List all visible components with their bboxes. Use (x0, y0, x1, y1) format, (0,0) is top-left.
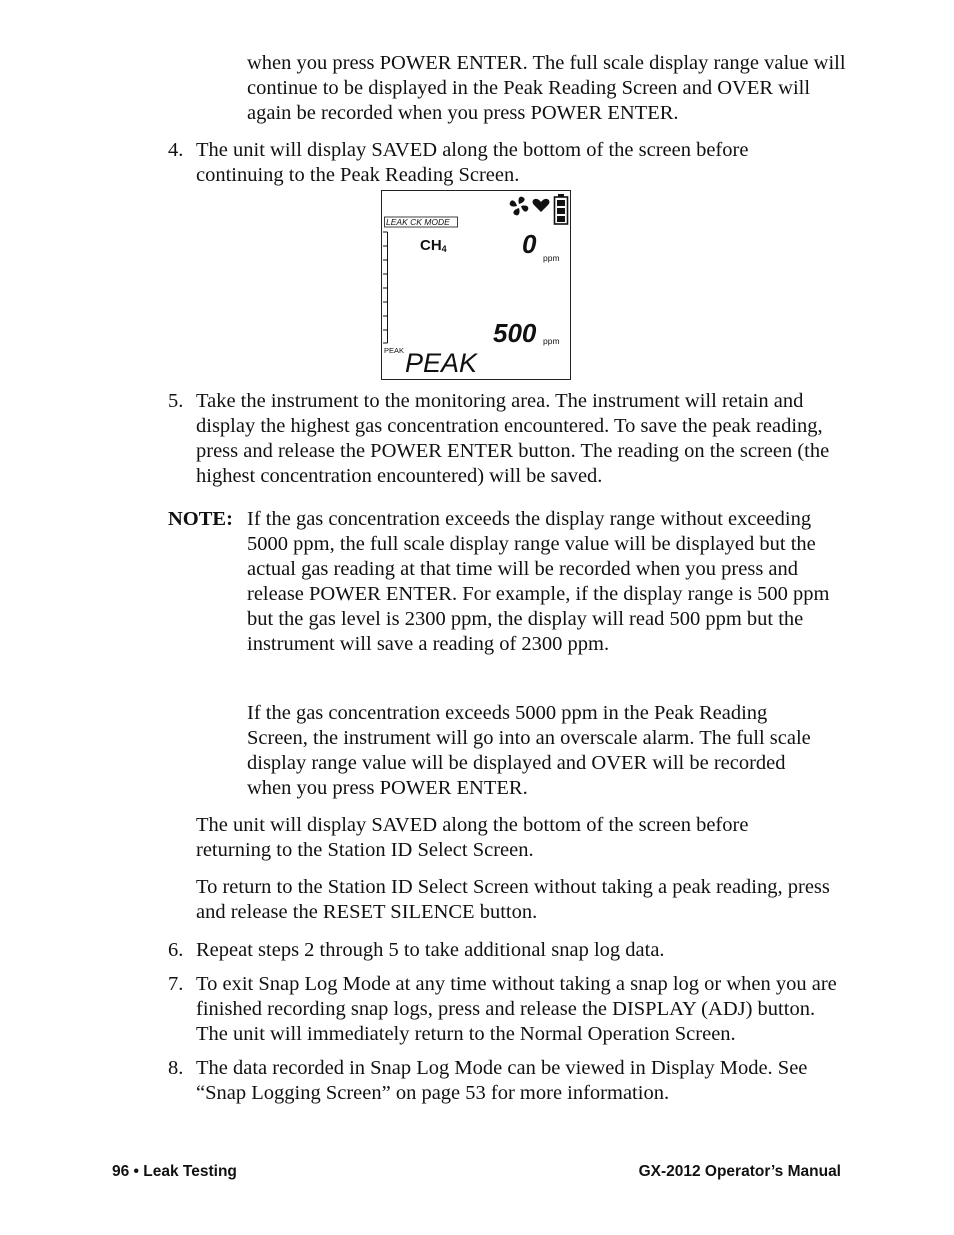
step-8-number: 8. (168, 1057, 184, 1079)
footer-page-section: 96 • Leak Testing (112, 1163, 237, 1180)
peak-unit: ppm (543, 336, 560, 346)
note-paragraph-2: If the gas concentration exceeds 5000 ppm in the Peak Reading Screen, the instrument will go into an overscale alarm. The full scale display range value will be displayed and OVER will be recorded when you press POWER ENTER. (247, 702, 811, 799)
step-4-text: The unit will display SAVED along the bottom of the screen before continuing to the Peak Reading Screen. (196, 139, 749, 186)
peak-small-label: PEAK (384, 346, 405, 355)
note-label: NOTE: (168, 508, 233, 530)
step-4-number: 4. (168, 139, 184, 161)
bargraph-scale (383, 232, 388, 343)
lcd-screen-illustration (381, 190, 571, 380)
continuation-paragraph: when you press POWER ENTER. The full scale display range value will continue to be displayed in the Peak Reading Screen and OVER will again be recorded when you press POWER ENTER. (247, 52, 846, 124)
step-5-text: Take the instrument to the monitoring area. The instrument will retain and display the highest gas concentration encountered. To save the peak reading, press and release the POWER ENTER button. The reading on the screen (the highest concentration encountered) will be saved. (196, 390, 830, 487)
saved-paragraph: The unit will display SAVED along the bottom of the screen before returning to the Station ID Select Screen. (196, 814, 749, 861)
gas-reading: 0 (522, 229, 537, 259)
step-6-text: Repeat steps 2 through 5 to take additional snap log data. (196, 939, 665, 961)
heart-icon (533, 199, 550, 212)
peak-big-label: PEAK (405, 348, 478, 378)
peak-value: 500 (493, 318, 537, 348)
battery-icon (555, 194, 568, 224)
fan-icon (510, 197, 529, 216)
footer-manual-title: GX-2012 Operator’s Manual (638, 1163, 841, 1180)
reading-unit: ppm (543, 253, 560, 263)
step-8-text: The data recorded in Snap Log Mode can be viewed in Display Mode. See “Snap Logging Screen” on page 53 for more information. (196, 1057, 808, 1104)
return-paragraph: To return to the Station ID Select Screen without taking a peak reading, press and release the RESET SILENCE button. (196, 876, 830, 923)
step-6-number: 6. (168, 939, 184, 961)
note-paragraph-1: If the gas concentration exceeds the display range without exceeding 5000 ppm, the full scale display range value will be displayed but the actual gas reading at that time will be recorded when you press and release POWER ENTER. For example, if the display range is 500 ppm but the gas level is 2300 ppm, the display will read 500 ppm but the instrument will save a reading of 2300 ppm. (247, 508, 830, 655)
mode-label: LEAK CK MODE (386, 217, 450, 227)
step-5-number: 5. (168, 390, 184, 412)
step-7-text: To exit Snap Log Mode at any time without taking a snap log or when you are finished recording snap logs, press and release the DISPLAY (ADJ) button. The unit will immediately return to the Normal Operation Screen. (196, 973, 837, 1045)
gas-name: $CH_4$ (420, 237, 447, 254)
step-7-number: 7. (168, 973, 184, 995)
